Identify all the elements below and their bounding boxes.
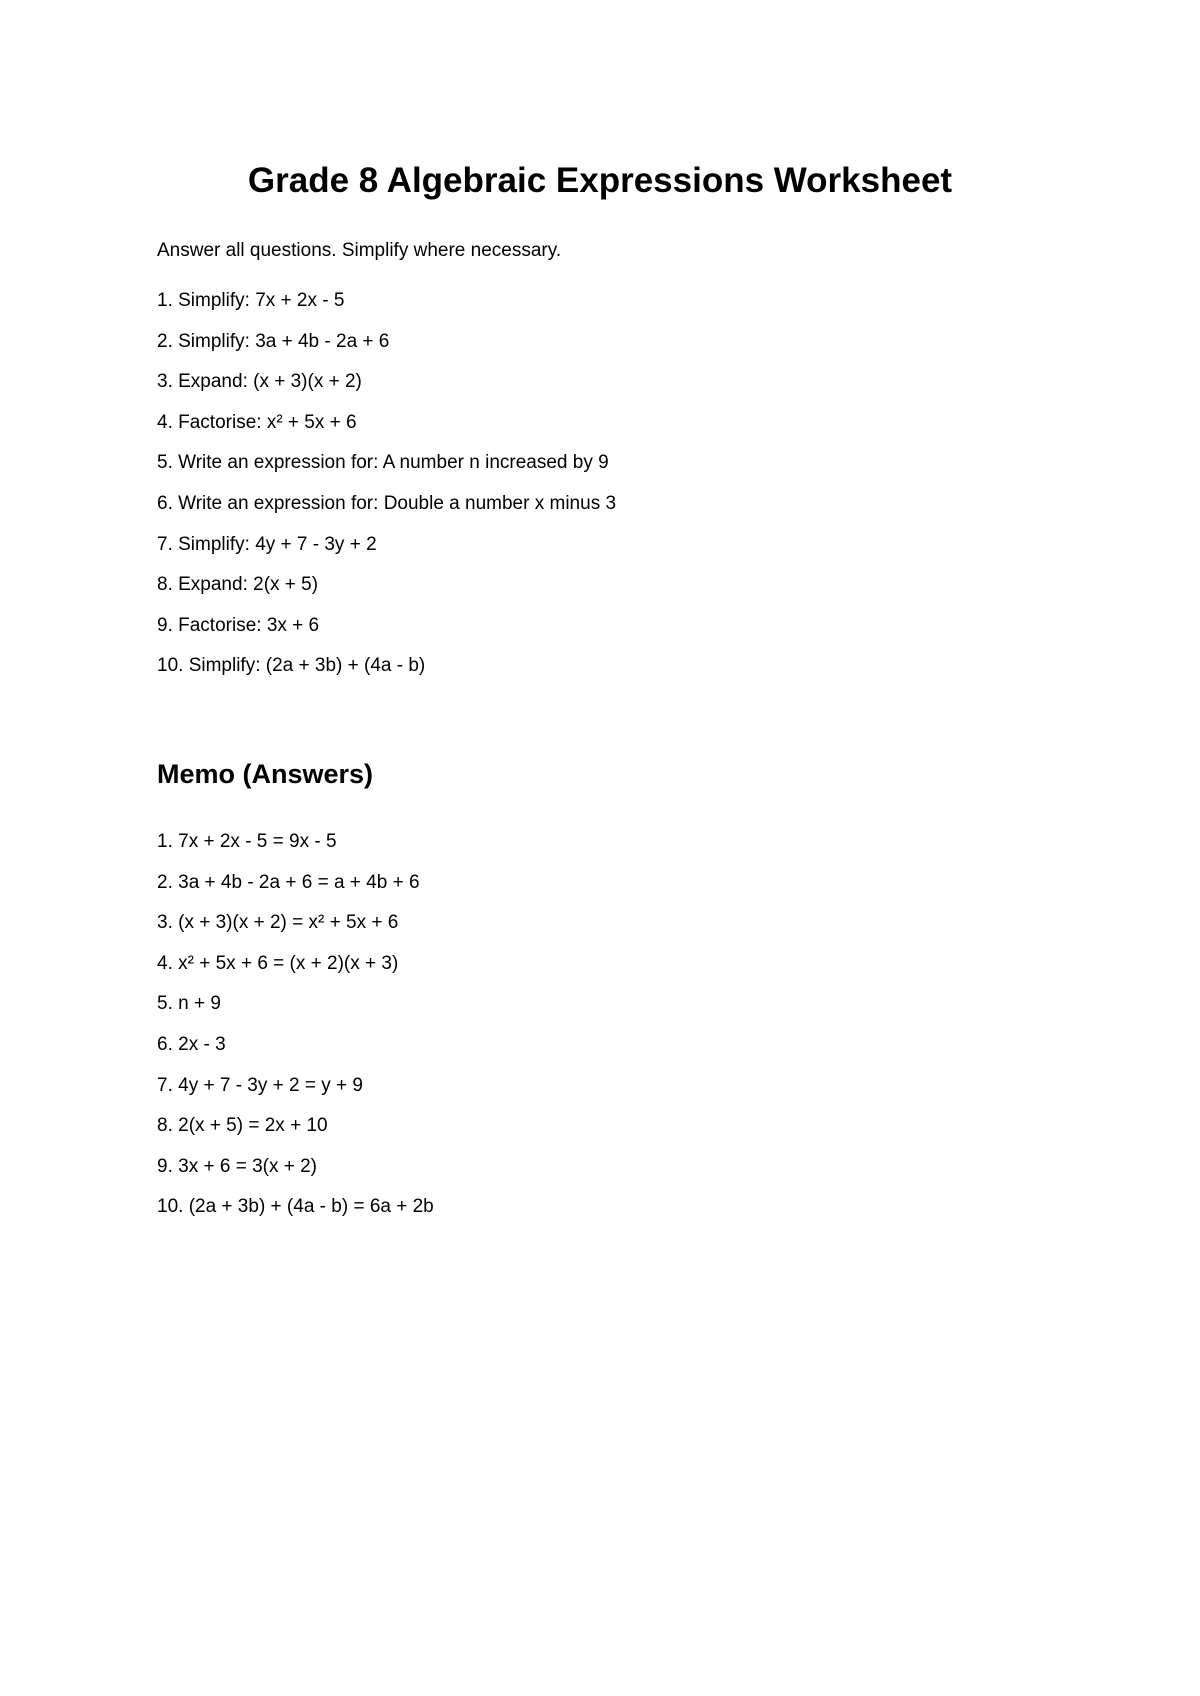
question-item: 3. Expand: (x + 3)(x + 2) xyxy=(157,371,362,393)
answer-item: 4. x² + 5x + 6 = (x + 2)(x + 3) xyxy=(157,952,399,974)
question-item: 7. Simplify: 4y + 7 - 3y + 2 xyxy=(157,533,377,555)
question-item: 6. Write an expression for: Double a number x minus 3 xyxy=(157,492,617,514)
question-item: 10. Simplify: (2a + 3b) + (4a - b) xyxy=(157,655,426,677)
question-item: 2. Simplify: 3a + 4b - 2a + 6 xyxy=(157,330,390,352)
page-title: Grade 8 Algebraic Expressions Worksheet xyxy=(247,161,953,200)
question-item: 5. Write an expression for: A number n increased by 9 xyxy=(157,452,609,474)
answer-item: 2. 3a + 4b - 2a + 6 = a + 4b + 6 xyxy=(157,871,420,893)
answer-item: 9. 3x + 6 = 3(x + 2) xyxy=(157,1155,318,1177)
question-item: 8. Expand: 2(x + 5) xyxy=(157,574,319,596)
memo-heading: Memo (Answers) xyxy=(157,759,374,789)
answer-item: 1. 7x + 2x - 5 = 9x - 5 xyxy=(157,831,337,852)
answer-item: 7. 4y + 7 - 3y + 2 = y + 9 xyxy=(157,1074,363,1096)
answer-item: 5. n + 9 xyxy=(157,993,221,1015)
answer-item: 8. 2(x + 5) = 2x + 10 xyxy=(157,1115,328,1137)
answer-item: 6. 2x - 3 xyxy=(157,1033,226,1055)
instructions-text: Answer all questions. Simplify where necessary. xyxy=(157,240,562,261)
answer-item: 3. (x + 3)(x + 2) = x² + 5x + 6 xyxy=(157,912,399,934)
question-item: 4. Factorise: x² + 5x + 6 xyxy=(157,411,357,433)
answers-list xyxy=(157,830,434,1236)
answer-item: 10. (2a + 3b) + (4a - b) = 6a + 2b xyxy=(157,1196,434,1218)
question-item: 9. Factorise: 3x + 6 xyxy=(157,614,320,636)
questions-list xyxy=(157,289,616,695)
question-item: 1. Simplify: 7x + 2x - 5 xyxy=(157,290,345,311)
